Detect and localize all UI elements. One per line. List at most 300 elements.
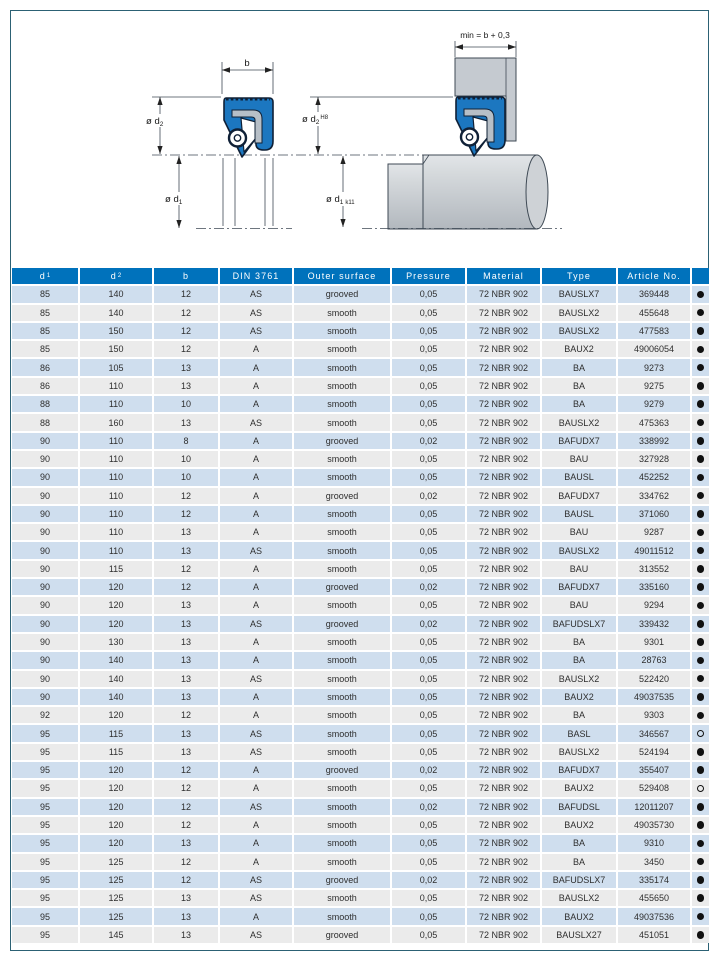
cell-type: BAUSLX2: [542, 890, 616, 906]
cell-type: BAUSLX2: [542, 414, 616, 430]
cell-article-no: 369448: [618, 286, 690, 302]
cell-type: BAUSLX7: [542, 286, 616, 302]
col-header-d1: d 1: [12, 268, 78, 284]
cell-d1: 90: [12, 597, 78, 613]
cell-d2: 115: [80, 561, 152, 577]
cell-pressure: 0,05: [392, 305, 465, 321]
shaft-end-face: [526, 155, 548, 229]
cell-outer-surface: smooth: [294, 524, 390, 540]
cell-din-3761: AS: [220, 872, 292, 888]
cell-article-no: 9287: [618, 524, 690, 540]
cell-d2: 110: [80, 506, 152, 522]
cell-din-3761: A: [220, 634, 292, 650]
cell-pressure: 0,05: [392, 908, 465, 924]
dim-d1-label: ø $d_1$: [165, 194, 183, 206]
cell-pressure: 0,05: [392, 634, 465, 650]
cell-type: BAUSLX2: [542, 671, 616, 687]
cell-d1: 95: [12, 872, 78, 888]
filled-dot-icon: [697, 894, 705, 902]
cell-type: BA: [542, 652, 616, 668]
cell-pressure: 0,05: [392, 854, 465, 870]
cell-material: 72 NBR 902: [467, 469, 540, 485]
cell-type: BAFUDX7: [542, 579, 616, 595]
cell-article-no: 9275: [618, 378, 690, 394]
cell-pressure: 0,05: [392, 835, 465, 851]
dim-b-label: b: [244, 58, 250, 69]
cell-material: 72 NBR 902: [467, 744, 540, 760]
cell-d2: 110: [80, 396, 152, 412]
cell-material: 72 NBR 902: [467, 780, 540, 796]
cell-b: 12: [154, 799, 218, 815]
cell-d2: 145: [80, 927, 152, 943]
cell-b: 13: [154, 597, 218, 613]
cell-article-no: 524194: [618, 744, 690, 760]
availability-cell: [692, 341, 709, 357]
cell-din-3761: AS: [220, 616, 292, 632]
cell-d2: 140: [80, 671, 152, 687]
cell-pressure: 0,05: [392, 689, 465, 705]
dim-d1-k11-label: ø $d_1$ k11: [326, 194, 355, 206]
availability-cell: [692, 799, 709, 815]
cell-d2: 125: [80, 890, 152, 906]
cell-material: 72 NBR 902: [467, 286, 540, 302]
cell-type: BAUSLX2: [542, 744, 616, 760]
cell-article-no: 477583: [618, 323, 690, 339]
cell-pressure: 0,05: [392, 286, 465, 302]
cell-type: BAU: [542, 597, 616, 613]
cell-outer-surface: smooth: [294, 451, 390, 467]
cell-d1: 90: [12, 451, 78, 467]
cell-d1: 95: [12, 854, 78, 870]
col-header-d2: d 2: [80, 268, 152, 284]
col-header-outer-surface: Outer surface: [294, 268, 390, 284]
cell-din-3761: AS: [220, 890, 292, 906]
col-header-b: b: [154, 268, 218, 284]
cell-type: BAFUDX7: [542, 433, 616, 449]
cell-type: BAUSLX2: [542, 323, 616, 339]
cell-outer-surface: smooth: [294, 597, 390, 613]
cell-material: 72 NBR 902: [467, 341, 540, 357]
dim-d2-h8-label: ø $d_2^{H8}$: [302, 114, 329, 126]
cell-material: 72 NBR 902: [467, 725, 540, 741]
availability-cell: [692, 634, 709, 650]
filled-dot-icon: [697, 309, 705, 317]
filled-dot-icon: [697, 858, 705, 866]
cell-type: BA: [542, 378, 616, 394]
cell-outer-surface: smooth: [294, 341, 390, 357]
cell-d1: 90: [12, 579, 78, 595]
filled-dot-icon: [697, 565, 705, 573]
cell-b: 10: [154, 451, 218, 467]
filled-dot-icon: [697, 474, 705, 482]
cell-pressure: 0,05: [392, 359, 465, 375]
cell-d2: 115: [80, 725, 152, 741]
cell-b: 13: [154, 671, 218, 687]
cell-d2: 140: [80, 305, 152, 321]
cell-d2: 120: [80, 597, 152, 613]
cell-din-3761: A: [220, 506, 292, 522]
cell-d2: 125: [80, 872, 152, 888]
cell-b: 13: [154, 542, 218, 558]
cell-d1: 85: [12, 286, 78, 302]
cell-type: BAU: [542, 561, 616, 577]
col-header-din: DIN 3761: [220, 268, 292, 284]
availability-cell: [692, 561, 709, 577]
availability-cell: [692, 359, 709, 375]
filled-dot-icon: [697, 346, 705, 354]
cell-material: 72 NBR 902: [467, 854, 540, 870]
cell-type: BAUX2: [542, 780, 616, 796]
cell-outer-surface: grooved: [294, 488, 390, 504]
cell-din-3761: A: [220, 597, 292, 613]
cell-pressure: 0,05: [392, 414, 465, 430]
availability-cell: [692, 542, 709, 558]
availability-cell: [692, 597, 709, 613]
cell-pressure: 0,02: [392, 872, 465, 888]
cell-din-3761: A: [220, 359, 292, 375]
cell-material: 72 NBR 902: [467, 890, 540, 906]
cell-article-no: 9301: [618, 634, 690, 650]
cell-material: 72 NBR 902: [467, 506, 540, 522]
cell-article-no: 49006054: [618, 341, 690, 357]
cell-din-3761: A: [220, 835, 292, 851]
cell-din-3761: A: [220, 341, 292, 357]
cell-b: 12: [154, 488, 218, 504]
cell-b: 13: [154, 689, 218, 705]
col-header-material: Material: [467, 268, 540, 284]
cell-d2: 150: [80, 323, 152, 339]
cell-pressure: 0,05: [392, 469, 465, 485]
cell-article-no: 49037535: [618, 689, 690, 705]
cell-article-no: 9273: [618, 359, 690, 375]
cell-d2: 110: [80, 433, 152, 449]
cell-d1: 95: [12, 908, 78, 924]
cell-material: 72 NBR 902: [467, 433, 540, 449]
cell-pressure: 0,05: [392, 396, 465, 412]
cell-material: 72 NBR 902: [467, 835, 540, 851]
cell-din-3761: A: [220, 762, 292, 778]
cell-outer-surface: smooth: [294, 542, 390, 558]
cell-b: 12: [154, 762, 218, 778]
cell-pressure: 0,02: [392, 616, 465, 632]
cell-type: BAUX2: [542, 341, 616, 357]
cell-din-3761: AS: [220, 323, 292, 339]
col-header-availability: [692, 268, 709, 284]
cell-d1: 90: [12, 488, 78, 504]
cell-d1: 90: [12, 561, 78, 577]
col-header-article-no: Article No.: [618, 268, 690, 284]
cell-pressure: 0,05: [392, 378, 465, 394]
cell-d2: 120: [80, 616, 152, 632]
dim-d1-k11: [340, 156, 345, 227]
cell-pressure: 0,05: [392, 451, 465, 467]
cell-article-no: 28763: [618, 652, 690, 668]
availability-cell: [692, 616, 709, 632]
cell-b: 12: [154, 323, 218, 339]
availability-cell: [692, 652, 709, 668]
cell-type: BAUSL: [542, 506, 616, 522]
cell-b: 12: [154, 506, 218, 522]
availability-cell: [692, 872, 709, 888]
cell-outer-surface: smooth: [294, 689, 390, 705]
cell-outer-surface: smooth: [294, 323, 390, 339]
cell-article-no: 9303: [618, 707, 690, 723]
filled-dot-icon: [697, 547, 705, 555]
cell-d1: 90: [12, 616, 78, 632]
cell-pressure: 0,05: [392, 323, 465, 339]
filled-dot-icon: [697, 364, 705, 372]
cell-pressure: 0,02: [392, 488, 465, 504]
cell-outer-surface: smooth: [294, 725, 390, 741]
cell-d1: 86: [12, 359, 78, 375]
cell-d2: 110: [80, 488, 152, 504]
cell-outer-surface: smooth: [294, 799, 390, 815]
filled-dot-icon: [697, 803, 705, 811]
cell-material: 72 NBR 902: [467, 323, 540, 339]
filled-dot-icon: [697, 657, 705, 665]
cell-material: 72 NBR 902: [467, 561, 540, 577]
availability-cell: [692, 835, 709, 851]
filled-dot-icon: [697, 455, 705, 463]
cell-d1: 90: [12, 433, 78, 449]
cell-article-no: 12011207: [618, 799, 690, 815]
filled-dot-icon: [697, 327, 705, 335]
cell-din-3761: AS: [220, 927, 292, 943]
cell-din-3761: A: [220, 854, 292, 870]
cell-type: BAUSLX27: [542, 927, 616, 943]
filled-dot-icon: [697, 602, 705, 610]
filled-dot-icon: [697, 876, 705, 884]
availability-cell: [692, 286, 709, 302]
cell-d2: 150: [80, 341, 152, 357]
cell-d1: 95: [12, 799, 78, 815]
cell-din-3761: A: [220, 780, 292, 796]
filled-dot-icon: [697, 510, 705, 518]
cell-outer-surface: grooved: [294, 616, 390, 632]
availability-cell: [692, 524, 709, 540]
cell-d2: 120: [80, 817, 152, 833]
cell-article-no: 346567: [618, 725, 690, 741]
cell-din-3761: A: [220, 707, 292, 723]
cell-pressure: 0,05: [392, 927, 465, 943]
cell-material: 72 NBR 902: [467, 616, 540, 632]
cell-b: 12: [154, 286, 218, 302]
availability-cell: [692, 890, 709, 906]
cell-d1: 90: [12, 469, 78, 485]
cell-d1: 95: [12, 744, 78, 760]
filled-dot-icon: [697, 913, 705, 921]
cell-material: 72 NBR 902: [467, 762, 540, 778]
cell-material: 72 NBR 902: [467, 908, 540, 924]
cell-article-no: 334762: [618, 488, 690, 504]
dim-d2-label: ø $d_2$: [146, 116, 164, 128]
cell-b: 13: [154, 359, 218, 375]
cell-type: BAUSLX2: [542, 305, 616, 321]
cell-din-3761: A: [220, 469, 292, 485]
cell-material: 72 NBR 902: [467, 524, 540, 540]
cell-outer-surface: smooth: [294, 835, 390, 851]
cell-d2: 110: [80, 451, 152, 467]
cell-d2: 120: [80, 780, 152, 796]
filled-dot-icon: [697, 693, 705, 701]
filled-dot-icon: [697, 291, 705, 299]
cell-type: BAUX2: [542, 689, 616, 705]
col-header-pressure: Pressure: [392, 268, 465, 284]
filled-dot-icon: [697, 638, 705, 646]
cell-article-no: 371060: [618, 506, 690, 522]
cell-outer-surface: grooved: [294, 433, 390, 449]
cell-type: BAFUDSLX7: [542, 872, 616, 888]
availability-cell: [692, 488, 709, 504]
cell-b: 13: [154, 927, 218, 943]
cell-outer-surface: smooth: [294, 378, 390, 394]
availability-cell: [692, 707, 709, 723]
cell-material: 72 NBR 902: [467, 689, 540, 705]
cell-b: 12: [154, 817, 218, 833]
cell-pressure: 0,05: [392, 780, 465, 796]
cell-din-3761: A: [220, 689, 292, 705]
cell-type: BAUX2: [542, 817, 616, 833]
availability-cell: [692, 762, 709, 778]
cell-article-no: 529408: [618, 780, 690, 796]
cell-material: 72 NBR 902: [467, 542, 540, 558]
filled-dot-icon: [697, 821, 705, 829]
cell-din-3761: A: [220, 378, 292, 394]
availability-cell: [692, 451, 709, 467]
filled-dot-icon: [697, 492, 705, 500]
cell-type: BAFUDSL: [542, 799, 616, 815]
cell-din-3761: A: [220, 579, 292, 595]
cell-pressure: 0,02: [392, 433, 465, 449]
cell-material: 72 NBR 902: [467, 451, 540, 467]
availability-cell: [692, 378, 709, 394]
cell-d2: 130: [80, 634, 152, 650]
shaft: [388, 155, 548, 229]
cell-article-no: 49035730: [618, 817, 690, 833]
cell-b: 12: [154, 854, 218, 870]
availability-cell: [692, 854, 709, 870]
filled-dot-icon: [697, 419, 705, 427]
cell-type: BA: [542, 707, 616, 723]
cell-article-no: 9279: [618, 396, 690, 412]
cell-outer-surface: smooth: [294, 561, 390, 577]
cell-pressure: 0,05: [392, 725, 465, 741]
cell-d2: 125: [80, 908, 152, 924]
cell-pressure: 0,05: [392, 524, 465, 540]
cell-pressure: 0,02: [392, 579, 465, 595]
availability-cell: [692, 506, 709, 522]
cell-d1: 95: [12, 817, 78, 833]
cell-d1: 90: [12, 524, 78, 540]
cell-type: BA: [542, 396, 616, 412]
cell-article-no: 335174: [618, 872, 690, 888]
cell-d1: 90: [12, 634, 78, 650]
cell-d1: 95: [12, 890, 78, 906]
technical-drawings: [0, 0, 720, 262]
cell-type: BAUSL: [542, 469, 616, 485]
availability-cell: [692, 414, 709, 430]
cell-type: BAU: [542, 451, 616, 467]
cell-d2: 125: [80, 854, 152, 870]
cell-b: 13: [154, 725, 218, 741]
cell-article-no: 522420: [618, 671, 690, 687]
cell-pressure: 0,05: [392, 671, 465, 687]
cell-type: BA: [542, 854, 616, 870]
col-header-type: Type: [542, 268, 616, 284]
cell-din-3761: A: [220, 561, 292, 577]
cell-outer-surface: smooth: [294, 469, 390, 485]
cell-article-no: 455648: [618, 305, 690, 321]
cell-article-no: 452252: [618, 469, 690, 485]
cell-outer-surface: smooth: [294, 671, 390, 687]
availability-cell: [692, 433, 709, 449]
seal-profile-diagram: [144, 58, 292, 229]
cell-outer-surface: smooth: [294, 414, 390, 430]
cell-d1: 88: [12, 414, 78, 430]
cell-outer-surface: smooth: [294, 817, 390, 833]
cell-type: BA: [542, 835, 616, 851]
cell-d1: 88: [12, 396, 78, 412]
cell-din-3761: A: [220, 908, 292, 924]
cell-din-3761: AS: [220, 744, 292, 760]
cell-outer-surface: smooth: [294, 305, 390, 321]
cell-d1: 90: [12, 671, 78, 687]
cell-outer-surface: smooth: [294, 506, 390, 522]
cell-pressure: 0,02: [392, 799, 465, 815]
cell-article-no: 335160: [618, 579, 690, 595]
cell-din-3761: A: [220, 524, 292, 540]
cell-pressure: 0,05: [392, 890, 465, 906]
cell-article-no: 9310: [618, 835, 690, 851]
cell-type: BAUX2: [542, 908, 616, 924]
cell-material: 72 NBR 902: [467, 652, 540, 668]
cell-outer-surface: smooth: [294, 396, 390, 412]
cell-type: BAFUDX7: [542, 762, 616, 778]
cell-outer-surface: smooth: [294, 890, 390, 906]
cell-article-no: 339432: [618, 616, 690, 632]
filled-dot-icon: [697, 931, 705, 939]
filled-dot-icon: [697, 400, 705, 408]
cell-material: 72 NBR 902: [467, 707, 540, 723]
cell-d2: 140: [80, 286, 152, 302]
cell-outer-surface: smooth: [294, 744, 390, 760]
cell-article-no: 338992: [618, 433, 690, 449]
dim-min-width: [455, 41, 516, 57]
cell-pressure: 0,05: [392, 506, 465, 522]
cell-outer-surface: smooth: [294, 780, 390, 796]
cell-d2: 120: [80, 835, 152, 851]
cell-din-3761: AS: [220, 414, 292, 430]
cell-din-3761: A: [220, 488, 292, 504]
cell-type: BAFUDX7: [542, 488, 616, 504]
cell-d1: 86: [12, 378, 78, 394]
cell-material: 72 NBR 902: [467, 305, 540, 321]
cell-article-no: 49037536: [618, 908, 690, 924]
cell-d1: 92: [12, 707, 78, 723]
cell-d1: 85: [12, 341, 78, 357]
cell-outer-surface: smooth: [294, 652, 390, 668]
cell-b: 8: [154, 433, 218, 449]
cell-d2: 105: [80, 359, 152, 375]
cell-d1: 85: [12, 305, 78, 321]
cell-outer-surface: smooth: [294, 359, 390, 375]
shaft-projection-lines: [223, 158, 273, 226]
cell-material: 72 NBR 902: [467, 671, 540, 687]
cell-material: 72 NBR 902: [467, 359, 540, 375]
cell-d2: 140: [80, 652, 152, 668]
cell-din-3761: A: [220, 396, 292, 412]
cell-din-3761: AS: [220, 542, 292, 558]
